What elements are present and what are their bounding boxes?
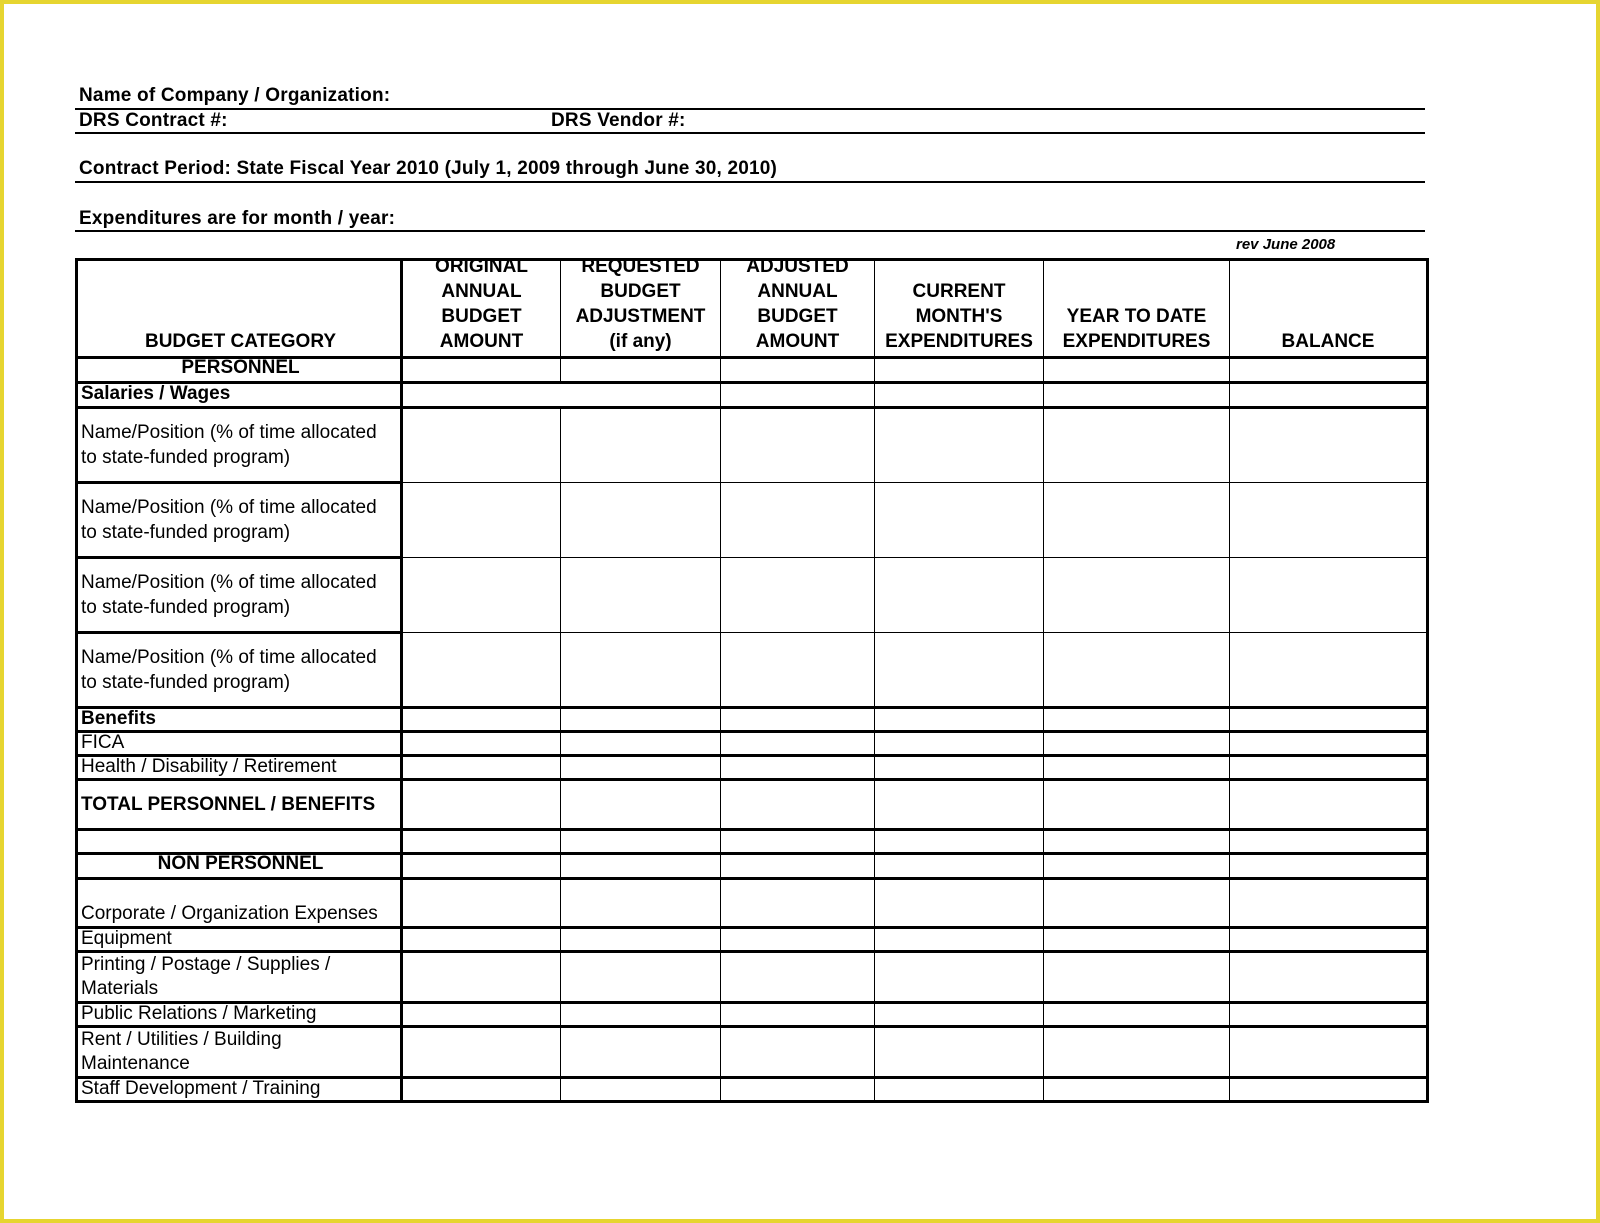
col-budget-category: BUDGET CATEGORY <box>77 260 402 358</box>
row-health-disability-retirement <box>77 756 1428 780</box>
row-total-personnel-benefits <box>77 780 1428 830</box>
row-label: Corporate / Organization Expenses <box>77 879 402 928</box>
row-salaries-wages <box>77 383 1428 408</box>
row-staff-development <box>77 1078 1428 1102</box>
row-corporate-expenses <box>77 879 1428 928</box>
company-underline <box>75 108 1425 110</box>
row-rent-utilities <box>77 1027 1428 1078</box>
col-adjusted-annual-budget: ADJUSTED ANNUAL BUDGET AMOUNT <box>721 260 875 358</box>
row-label: FICA <box>77 732 402 756</box>
row-label: PERSONNEL <box>77 358 402 383</box>
column-header-row <box>77 260 1428 358</box>
vendor-label: DRS Vendor #: <box>551 110 686 131</box>
col-balance: BALANCE <box>1230 260 1428 358</box>
expenditures-underline <box>75 230 1425 232</box>
row-name-position-1 <box>77 408 1428 483</box>
row-label: NON PERSONNEL <box>77 854 402 879</box>
contract-underline <box>75 132 1425 134</box>
row-name-position-3 <box>77 558 1428 633</box>
col-year-to-date-expenditures: YEAR TO DATE EXPENDITURES <box>1044 260 1230 358</box>
row-fica <box>77 732 1428 756</box>
company-label: Name of Company / Organization: <box>79 85 391 106</box>
col-current-month-expenditures: CURRENT MONTH'S EXPENDITURES <box>875 260 1044 358</box>
row-name-position-2 <box>77 483 1428 558</box>
row-name-position-4 <box>77 633 1428 708</box>
row-label: Staff Development / Training <box>77 1078 402 1102</box>
period-underline <box>75 181 1425 183</box>
row-non-personnel <box>77 854 1428 879</box>
row-label: Public Relations / Marketing <box>77 1003 402 1027</box>
row-label: Rent / Utilities / Building Maintenance <box>77 1027 402 1078</box>
contract-label: DRS Contract #: <box>79 110 228 131</box>
row-label: Name/Position (% of time allocated to state-funded program) <box>77 483 402 558</box>
row-spacer <box>77 830 1428 854</box>
row-label: Name/Position (% of time allocated to state-funded program) <box>77 558 402 633</box>
row-benefits <box>77 708 1428 732</box>
row-label: Name/Position (% of time allocated to state-funded program) <box>77 408 402 483</box>
row-label: Printing / Postage / Supplies / Materials <box>77 952 402 1003</box>
row-label: Health / Disability / Retirement <box>77 756 402 780</box>
row-printing-postage <box>77 952 1428 1003</box>
row-label: TOTAL PERSONNEL / BENEFITS <box>77 780 402 830</box>
row-public-relations <box>77 1003 1428 1027</box>
row-personnel <box>77 358 1428 383</box>
col-requested-adjustment: REQUESTED BUDGET ADJUSTMENT (if any) <box>561 260 721 358</box>
row-label: Equipment <box>77 928 402 952</box>
row-equipment <box>77 928 1428 952</box>
row-label: Benefits <box>77 708 402 732</box>
revision-note: rev June 2008 <box>1236 236 1336 253</box>
expenditures-label: Expenditures are for month / year: <box>79 208 396 229</box>
budget-table <box>75 258 1429 1103</box>
contract-period: Contract Period: State Fiscal Year 2010 (July 1, 2009 through June 30, 2010) <box>79 158 778 179</box>
row-label: Name/Position (% of time allocated to state-funded program) <box>77 633 402 708</box>
row-label: Salaries / Wages <box>77 383 402 408</box>
col-original-annual-budget: ORIGINAL ANNUAL BUDGET AMOUNT <box>402 260 561 358</box>
